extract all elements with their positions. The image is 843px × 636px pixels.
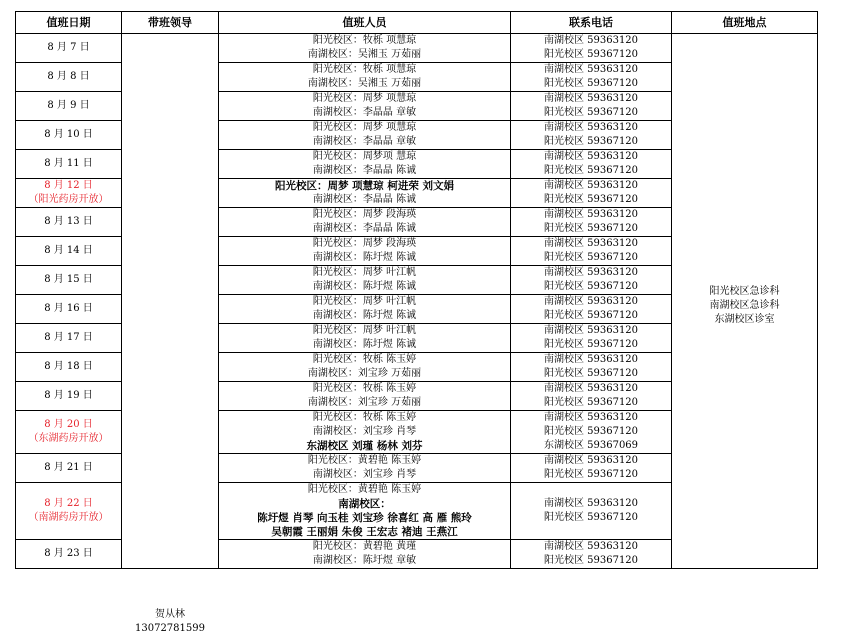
duty-phone	[511, 266, 672, 295]
staff-line: 阳光校区：牧栎 项慧琼	[312, 35, 417, 46]
place-list	[672, 275, 817, 327]
duty-date	[16, 454, 122, 483]
duty-date	[16, 121, 122, 150]
header-leader: 带班领导	[122, 12, 219, 34]
duty-staff	[219, 382, 511, 411]
staff-line: 南湖校区：刘宝珍 肖琴	[312, 469, 417, 480]
phone-line: 南湖校区 59363120	[543, 354, 639, 365]
duty-staff	[219, 237, 511, 266]
phone-line: 阳光校区 59367120	[543, 339, 639, 350]
place-item: 南湖校区急诊科	[709, 300, 780, 311]
date-label: 8 月 11 日	[44, 158, 93, 169]
duty-date	[16, 208, 122, 237]
phone-line: 南湖校区 59363120	[543, 238, 639, 249]
phone-line: 阳光校区 59367120	[543, 555, 639, 566]
date-note: （南湖药房开放）	[28, 512, 109, 523]
staff-line: 南湖校区：李晶晶 陈诚	[312, 223, 417, 234]
staff-line: 南湖校区：陈圩煜 章敏	[312, 555, 417, 566]
place-item: 阳光校区急诊科	[709, 286, 780, 297]
staff-line: 南湖校区：刘宝珍 万茹丽	[307, 397, 422, 408]
duty-phone	[511, 34, 672, 63]
duty-phone	[511, 295, 672, 324]
duty-staff	[219, 121, 511, 150]
phone-line: 南湖校区 59363120	[543, 498, 639, 509]
staff-line: 阳光校区：周梦 段海瑛	[312, 238, 417, 249]
leader-name: 贺从林	[155, 609, 185, 620]
phone-line: 阳光校区 59367120	[543, 512, 639, 523]
phone-line: 阳光校区 59367120	[543, 397, 639, 408]
staff-line: 阳光校区：牧栎 陈玉婷	[312, 383, 417, 394]
phone-line: 东湖校区 59367069	[543, 440, 639, 451]
duty-date	[16, 540, 122, 569]
phone-line: 南湖校区 59363120	[543, 412, 639, 423]
duty-schedule-table	[15, 11, 818, 634]
duty-date	[16, 295, 122, 324]
staff-line: 阳光校区：黄碧艳 陈玉婷	[307, 484, 422, 495]
staff-line: 南湖校区：李晶晶 陈诚	[312, 165, 417, 176]
duty-phone	[511, 237, 672, 266]
date-note: （阳光药房开放）	[28, 194, 109, 205]
phone-line: 南湖校区 59363120	[543, 93, 639, 104]
duty-phone	[511, 150, 672, 179]
staff-line: 阳光校区：周梦 叶江帆	[312, 267, 417, 278]
staff-line: 阳光校区：周梦 项慧琼	[312, 122, 417, 133]
staff-line: 吴朝霞 王丽娟 朱俊 王宏志 褚迪 王燕江	[271, 526, 458, 538]
phone-line: 南湖校区 59363120	[543, 541, 639, 552]
duty-date	[16, 353, 122, 382]
staff-line: 东湖校区 刘瑾 杨林 刘芬	[306, 440, 423, 452]
phone-line: 阳光校区 59367120	[543, 78, 639, 89]
phone-line: 阳光校区 59367120	[543, 281, 639, 292]
phone-line	[511, 525, 671, 539]
staff-line: 阳光校区：周梦 项慧琼 柯进荣 刘文娟	[275, 180, 454, 192]
staff-line: 阳光校区：周梦 叶江帆	[312, 296, 417, 307]
phone-line	[511, 483, 671, 497]
phone-line: 阳光校区 59367120	[543, 107, 639, 118]
date-label: 8 月 12 日	[44, 180, 93, 191]
staff-line: 南湖校区：李晶晶 章敏	[312, 136, 417, 147]
staff-line: 阳光校区：黄碧艳 黄瑾	[312, 541, 417, 552]
duty-staff	[219, 483, 511, 540]
phone-line: 阳光校区 59367120	[543, 469, 639, 480]
header-place: 值班地点	[672, 12, 818, 34]
staff-line: 阳光校区：牧栎 陈玉婷	[312, 412, 417, 423]
date-label: 8 月 20 日	[44, 419, 93, 430]
duty-phone	[511, 382, 672, 411]
staff-line: 南湖校区：陈圩煜 陈诚	[312, 252, 417, 263]
header-staff: 值班人员	[219, 12, 511, 34]
duty-staff	[219, 295, 511, 324]
duty-staff	[219, 34, 511, 63]
duty-phone	[511, 208, 672, 237]
phone-line: 阳光校区 59367120	[543, 49, 639, 60]
duty-staff	[219, 150, 511, 179]
duty-date	[16, 324, 122, 353]
staff-line: 南湖校区：陈圩煜 陈诚	[312, 339, 417, 350]
duty-date	[16, 411, 122, 454]
date-label: 8 月 13 日	[44, 216, 93, 227]
duty-phone	[511, 353, 672, 382]
duty-date	[16, 266, 122, 295]
date-label: 8 月 21 日	[44, 462, 93, 473]
date-label: 8 月 18 日	[44, 361, 93, 372]
staff-line: 南湖校区：李晶晶 章敏	[312, 107, 417, 118]
phone-line: 南湖校区 59363120	[543, 209, 639, 220]
date-note: （东湖药房开放）	[28, 433, 109, 444]
date-label: 8 月 7 日	[47, 42, 90, 53]
duty-date	[16, 92, 122, 121]
date-label: 8 月 14 日	[44, 245, 93, 256]
date-label: 8 月 8 日	[47, 71, 90, 82]
phone-line: 阳光校区 59367120	[543, 136, 639, 147]
duty-phone	[511, 121, 672, 150]
staff-line: 阳光校区：周梦 项慧琼	[312, 93, 417, 104]
phone-line: 南湖校区 59363120	[543, 383, 639, 394]
duty-staff	[219, 63, 511, 92]
phone-line: 南湖校区 59363120	[543, 122, 639, 133]
header-date: 值班日期	[16, 12, 122, 34]
duty-staff	[219, 92, 511, 121]
duty-phone	[511, 63, 672, 92]
duty-staff	[219, 208, 511, 237]
staff-line: 阳光校区：周梦 叶江帆	[312, 325, 417, 336]
phone-line: 阳光校区 59367120	[543, 252, 639, 263]
staff-line: 南湖校区：陈圩煜 陈诚	[312, 310, 417, 321]
phone-line: 南湖校区 59363120	[543, 325, 639, 336]
duty-staff	[219, 266, 511, 295]
staff-line: 阳光校区：牧栎 项慧琼	[312, 64, 417, 75]
duty-phone	[511, 540, 672, 569]
phone-line: 南湖校区 59363120	[543, 64, 639, 75]
duty-phone	[511, 483, 672, 540]
table-row	[16, 34, 818, 63]
header-phone: 联系电话	[511, 12, 672, 34]
duty-date	[16, 382, 122, 411]
phone-line: 阳光校区 59367120	[543, 310, 639, 321]
duty-phone	[511, 179, 672, 208]
date-label: 8 月 22 日	[44, 498, 93, 509]
phone-line: 阳光校区 59367120	[543, 165, 639, 176]
staff-line: 南湖校区：陈圩煜 陈诚	[312, 281, 417, 292]
phone-line: 南湖校区 59363120	[543, 180, 639, 191]
staff-line: 南湖校区：李晶晶 陈诚	[312, 194, 417, 205]
place-item: 东湖校区诊室	[714, 314, 775, 325]
duty-phone	[511, 454, 672, 483]
duty-date	[16, 34, 122, 63]
staff-line: 阳光校区：牧栎 陈玉婷	[312, 354, 417, 365]
phone-line: 阳光校区 59367120	[543, 194, 639, 205]
date-label: 8 月 23 日	[44, 548, 93, 559]
phone-line: 南湖校区 59363120	[543, 267, 639, 278]
duty-staff	[219, 411, 511, 454]
date-label: 8 月 19 日	[44, 390, 93, 401]
date-label: 8 月 10 日	[44, 129, 93, 140]
phone-line: 南湖校区 59363120	[543, 35, 639, 46]
staff-line: 陈圩煜 肖琴 向玉桂 刘宝珍 徐喜红 高 雁 熊玲	[257, 512, 472, 524]
leader-phone: 13072781599	[135, 623, 205, 634]
date-label: 8 月 9 日	[47, 100, 90, 111]
place-cell	[672, 34, 818, 569]
date-label: 8 月 16 日	[44, 303, 93, 314]
phone-line: 南湖校区 59363120	[543, 151, 639, 162]
duty-date	[16, 63, 122, 92]
staff-line: 阳光校区：周梦项 慧琼	[312, 151, 417, 162]
duty-date	[16, 483, 122, 540]
duty-date	[16, 150, 122, 179]
duty-staff	[219, 179, 511, 208]
staff-line: 阳光校区：周梦 段海瑛	[312, 209, 417, 220]
duty-staff	[219, 324, 511, 353]
header-row	[16, 12, 818, 34]
leader-cell	[122, 34, 219, 634]
phone-line: 阳光校区 59367120	[543, 223, 639, 234]
staff-line: 南湖校区：刘宝珍 肖琴	[312, 426, 417, 437]
duty-date	[16, 237, 122, 266]
duty-staff	[219, 454, 511, 483]
duty-staff	[219, 353, 511, 382]
duty-date	[16, 179, 122, 208]
phone-line: 南湖校区 59363120	[543, 455, 639, 466]
staff-line: 南湖校区：吴湘玉 万茹丽	[307, 78, 422, 89]
phone-line: 南湖校区 59363120	[543, 296, 639, 307]
staff-line: 南湖校区：吴湘玉 万茹丽	[307, 49, 422, 60]
staff-line: 阳光校区：黄碧艳 陈玉婷	[307, 455, 422, 466]
phone-line: 阳光校区 59367120	[543, 426, 639, 437]
duty-phone	[511, 411, 672, 454]
date-label: 8 月 15 日	[44, 274, 93, 285]
staff-line: 南湖校区：	[338, 498, 391, 510]
duty-staff	[219, 540, 511, 569]
duty-phone	[511, 92, 672, 121]
schedule-body	[16, 34, 818, 634]
duty-phone	[511, 324, 672, 353]
date-label: 8 月 17 日	[44, 332, 93, 343]
staff-line: 南湖校区：刘宝珍 万茹丽	[307, 368, 422, 379]
leader-info	[122, 608, 218, 636]
phone-line: 阳光校区 59367120	[543, 368, 639, 379]
